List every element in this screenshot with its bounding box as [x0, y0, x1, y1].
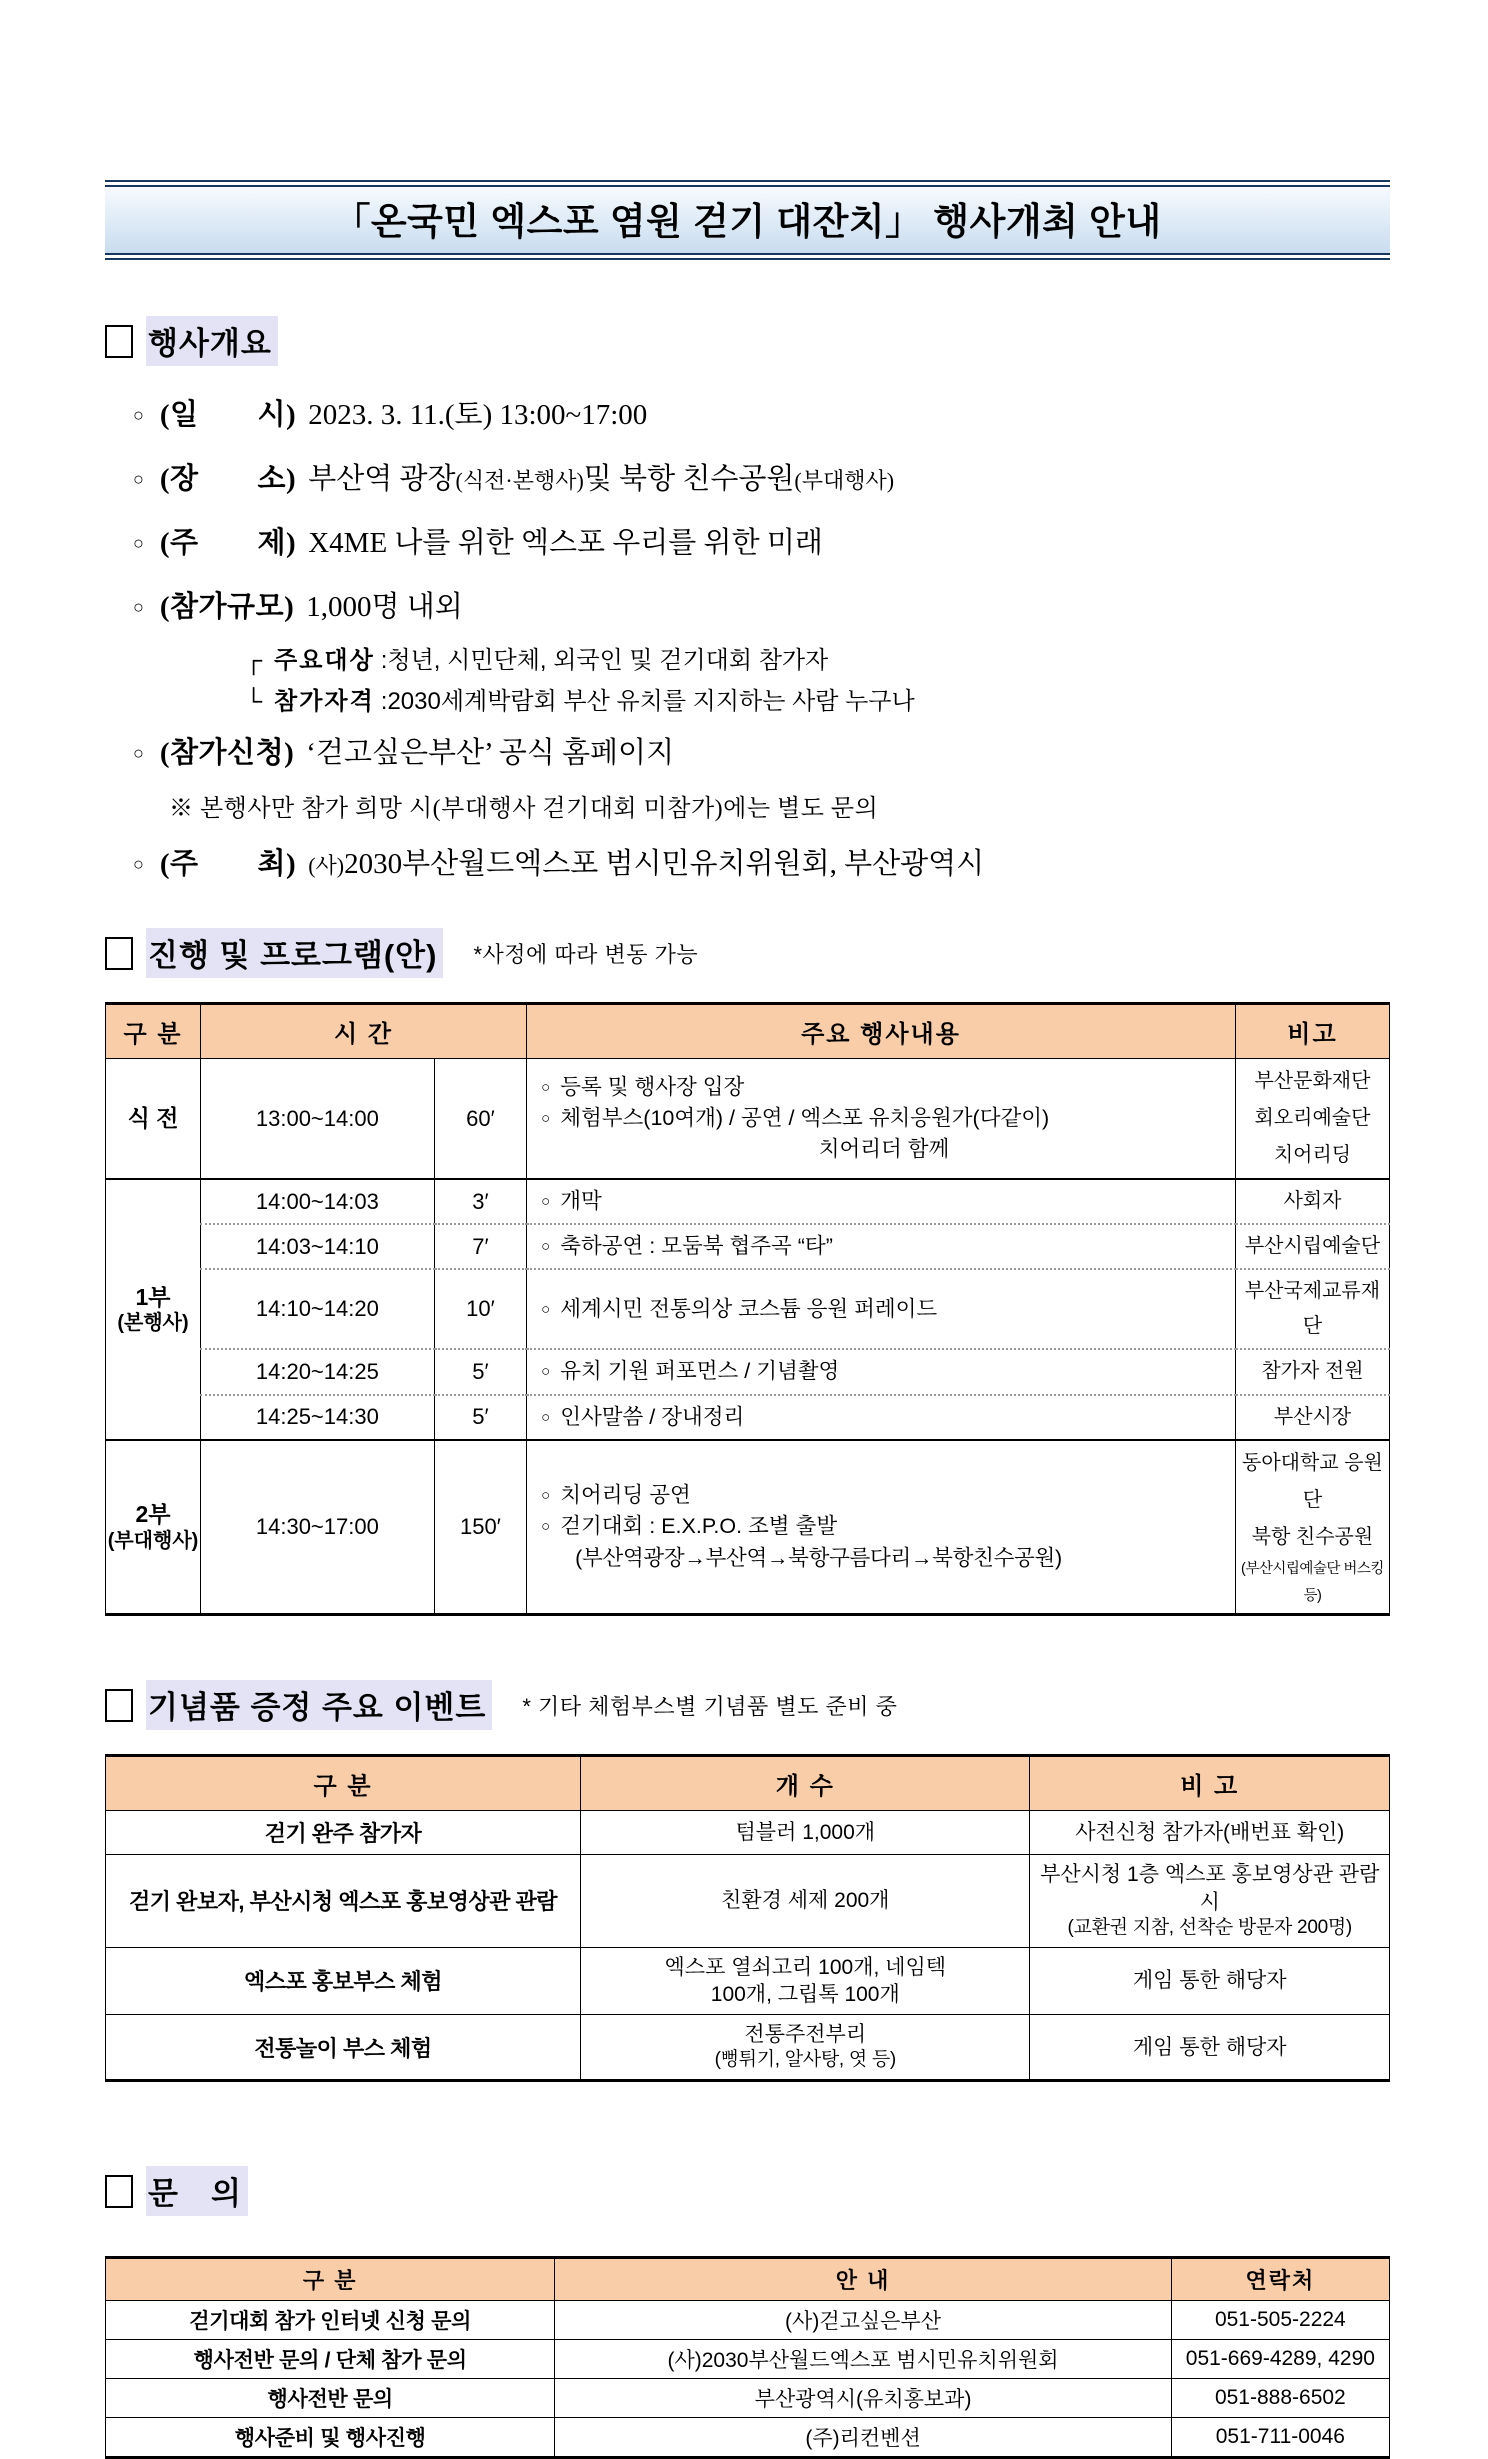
gifts-count-cell [581, 1947, 1030, 2015]
overview-list [105, 392, 1390, 882]
program-content-text: 체험부스(10여개) / 공연 / 엑스포 유치응원가(다같이) [560, 1105, 1050, 1130]
circle-bullet-icon: ○ [133, 469, 144, 489]
program-content-cell [527, 1440, 1236, 1615]
program-note-line: 동아대학교 응원단 [1242, 1451, 1383, 1511]
program-duration-cell: 5′ [434, 1395, 526, 1440]
contact-category-cell: 행사준비 및 행사진행 [106, 2418, 555, 2458]
contact-table-row [106, 2301, 1390, 2340]
program-group-subname: (본행사) [117, 1312, 189, 1335]
program-note-cell [1235, 1349, 1389, 1394]
contact-tel-cell: 051-711-0046 [1171, 2418, 1389, 2458]
contact-org-cell: (사)걷고싶은부산 [555, 2301, 1171, 2340]
gifts-note-line: (교환권 지참, 선착순 방문자 200명) [1067, 1916, 1352, 1938]
program-content-cell [527, 1179, 1236, 1224]
program-content-cell [527, 1349, 1236, 1394]
program-header-row [106, 1004, 1390, 1059]
overview-item-label: (주 제) [159, 527, 297, 559]
program-note-line: 치어리딩 [1273, 1144, 1352, 1166]
overview-item-label: (주 최) [159, 848, 297, 880]
overview-item-value: (식전·본행사) [455, 468, 584, 493]
program-heading-note: *사정에 따라 변동 가능 [473, 941, 699, 967]
program-note-line: (부산시립예술단 버스킹 등) [1240, 1560, 1384, 1604]
contact-org-cell: (사)2030부산월드엑스포 범시민유치위원회 [555, 2340, 1171, 2379]
program-note-cell [1235, 1224, 1389, 1269]
gifts-heading-note: * 기타 체험부스별 기념품 별도 준비 중 [522, 1693, 898, 1719]
overview-subitem [245, 681, 1390, 716]
program-content-line [541, 1072, 1227, 1103]
program-table-row [106, 1395, 1390, 1440]
program-content-text: 유치 기원 퍼포먼스 / 기념촬영 [560, 1359, 840, 1384]
program-table [105, 1002, 1390, 1616]
overview-item-value: 1,000명 내외 [306, 591, 463, 623]
gifts-count-cell [581, 1811, 1030, 1855]
program-table-row [106, 1440, 1390, 1615]
contact-category-cell: 걷기대회 참가 인터넷 신청 문의 [106, 2301, 555, 2340]
program-content-text: 개막 [560, 1189, 602, 1213]
gifts-note-cell [1030, 1855, 1390, 1947]
overview-item-value: 부산역 광장 [308, 463, 456, 495]
gifts-category-cell: 걷기 완주 참가자 [106, 1811, 581, 1855]
overview-subitem-label: 주요대상 [274, 647, 375, 674]
overview-subitem-label: 참가자격 [274, 688, 375, 715]
overview-item [133, 730, 1390, 771]
program-content-line [541, 1511, 1227, 1542]
program-content-text: 치어리더 함께 [818, 1137, 950, 1162]
section-program [105, 928, 1390, 1616]
circle-bullet-icon: ○ [133, 405, 144, 425]
overview-item [133, 392, 1390, 433]
contact-category-cell: 행사전반 문의 / 단체 참가 문의 [106, 2340, 555, 2379]
overview-item [133, 520, 1390, 561]
contact-table [105, 2256, 1390, 2459]
contact-tel-cell: 051-669-4289, 4290 [1171, 2340, 1389, 2379]
gifts-count-line: 엑스포 열쇠고리 100개, 네임텍 [664, 1955, 947, 1979]
circle-bullet-icon: ○ [133, 597, 144, 617]
program-content-cell [527, 1224, 1236, 1269]
gifts-heading-row [105, 1680, 1390, 1730]
program-content-line [541, 1186, 1227, 1217]
gifts-table-body [106, 1811, 1390, 2081]
overview-item [133, 841, 1390, 882]
program-content-text: 축하공연 : 모둠북 협주곡 “타” [560, 1234, 833, 1259]
gifts-category-cell: 전통놀이 부스 체험 [106, 2015, 581, 2081]
contact-table-row [106, 2379, 1390, 2418]
gifts-table-row [106, 1947, 1390, 2015]
contact-heading-row [105, 2166, 1390, 2216]
program-table-row [106, 1179, 1390, 1224]
section-gifts [105, 1680, 1390, 2082]
overview-subitem-value: 청년, 시민단체, 외국인 및 걷기대회 참가자 [387, 647, 829, 674]
program-duration-cell: 7′ [434, 1224, 526, 1269]
circle-bullet-icon: ○ [541, 1408, 551, 1426]
program-note-line: 부산국제교류재단 [1244, 1280, 1381, 1338]
program-content-line [541, 1294, 1227, 1325]
program-table-row [106, 1349, 1390, 1394]
program-content-line [541, 1402, 1227, 1433]
overview-subitem-colon: : [380, 688, 388, 715]
gifts-header-row [106, 1756, 1390, 1811]
program-content-line [541, 1134, 1227, 1165]
gifts-note-cell [1030, 2015, 1390, 2081]
overview-item-label: (일 시) [159, 399, 297, 431]
contact-tel-cell: 051-888-6502 [1171, 2379, 1389, 2418]
program-note-line: 부산문화재단 [1254, 1070, 1371, 1092]
document-title-bar [105, 180, 1390, 260]
program-time-cell: 14:30~17:00 [201, 1440, 435, 1615]
gifts-table [105, 1754, 1390, 2082]
program-group-name: 1부 [135, 1283, 171, 1310]
contact-table-row [106, 2418, 1390, 2458]
contact-header-cell: 구 분 [106, 2258, 555, 2301]
circle-bullet-icon: ○ [541, 1487, 551, 1505]
gifts-count-line: 100개, 그립톡 100개 [710, 1982, 900, 2006]
gifts-count-line: 전통주전부리 [744, 2023, 867, 2047]
gifts-note-cell [1030, 1811, 1390, 1855]
program-time-cell: 14:25~14:30 [201, 1395, 435, 1440]
program-note-line: 사회자 [1283, 1190, 1342, 1213]
contact-org-cell: 부산광역시(유치홍보과) [555, 2379, 1171, 2418]
circle-bullet-icon: ○ [541, 1193, 551, 1210]
program-content-line [541, 1231, 1227, 1262]
overview-item-label: (참가신청) [159, 737, 295, 769]
program-note-line: 북항 친수공원 [1251, 1525, 1374, 1548]
program-content-line [541, 1543, 1227, 1574]
program-time-cell: 13:00~14:00 [201, 1059, 435, 1180]
overview-item-label: (참가규모) [159, 591, 295, 623]
gifts-note-line: 게임 통한 해당자 [1132, 1969, 1287, 1993]
gifts-table-row [106, 1855, 1390, 1947]
bracket-corner-icon: └ [245, 688, 263, 715]
program-duration-cell: 3′ [434, 1179, 526, 1224]
contact-header-row [106, 2258, 1390, 2301]
program-content-text: 인사말씀 / 장내정리 [560, 1404, 745, 1429]
program-table-row [106, 1059, 1390, 1180]
gifts-count-line: 친환경 세제 200개 [721, 1889, 890, 1913]
program-heading-row [105, 928, 1390, 978]
section-contact [105, 2166, 1390, 2459]
overview-item [133, 584, 1390, 625]
gifts-note-line: 게임 통한 해당자 [1132, 2035, 1287, 2059]
page-title: 「온국민 엑스포 염원 걷기 대잔치」 행사개최 안내 [333, 201, 1162, 242]
overview-item-value: (부대행사) [794, 468, 895, 493]
gifts-category-cell: 엑스포 홍보부스 체험 [106, 1947, 581, 2015]
program-header-cell: 시 간 [201, 1004, 527, 1059]
overview-item-value: 2023. 3. 11.(토) 13:00~17:00 [308, 399, 648, 431]
program-table-row [106, 1269, 1390, 1349]
contact-table-row [106, 2340, 1390, 2379]
program-group-name: 식 전 [127, 1104, 179, 1131]
gifts-header-cell: 비 고 [1030, 1756, 1390, 1811]
program-table-header [106, 1004, 1390, 1059]
section-overview [105, 316, 1390, 882]
overview-item-value: (사) [308, 853, 345, 878]
gifts-count-line: 텀블러 1,000개 [735, 1821, 876, 1845]
overview-item-label: (장 소) [159, 463, 297, 495]
gifts-note-line: 사전신청 참가자(배번표 확인) [1075, 1821, 1345, 1845]
program-time-cell: 14:03~14:10 [201, 1224, 435, 1269]
program-group-cell [106, 1440, 201, 1615]
program-group-name: 2부 [135, 1501, 171, 1528]
circle-bullet-icon: ○ [133, 854, 144, 874]
contact-table-body [106, 2301, 1390, 2458]
program-content-text: 걷기대회 : E.X.P.O. 조별 출발 [560, 1514, 838, 1539]
gifts-count-line: (뻥튀기, 알사탕, 엿 등) [714, 2049, 896, 2071]
program-duration-cell: 150′ [434, 1440, 526, 1615]
contact-header-cell: 안 내 [555, 2258, 1171, 2301]
program-content-text: 등록 및 행사장 입장 [560, 1074, 745, 1099]
gifts-table-row [106, 2015, 1390, 2081]
program-table-row [106, 1224, 1390, 1269]
section-marker-square-icon [105, 325, 133, 358]
program-duration-cell: 10′ [434, 1269, 526, 1349]
overview-item-value: 및 북항 친수공원 [583, 463, 795, 495]
program-heading: 진행 및 프로그램(안) [146, 928, 443, 978]
contact-tel-cell: 051-505-2224 [1171, 2301, 1389, 2340]
program-content-line [541, 1480, 1227, 1511]
section-marker-square-icon [105, 2175, 133, 2208]
gifts-count-cell [581, 1855, 1030, 1947]
program-note-cell [1235, 1179, 1389, 1224]
program-content-text: 치어리딩 공연 [560, 1483, 691, 1508]
gifts-category-cell: 걷기 완보자, 부산시청 엑스포 홍보영상관 관람 [106, 1855, 581, 1947]
program-note-cell [1235, 1440, 1389, 1615]
circle-bullet-icon: ○ [133, 743, 144, 763]
gifts-heading: 기념품 증정 주요 이벤트 [146, 1680, 492, 1730]
program-note-line: 회오리예술단 [1254, 1107, 1371, 1129]
overview-item [133, 456, 1390, 497]
gifts-header-cell: 개 수 [581, 1756, 1030, 1811]
section-marker-square-icon [105, 1689, 133, 1722]
contact-category-cell: 행사전반 문의 [106, 2379, 555, 2418]
contact-header-cell: 연락처 [1171, 2258, 1389, 2301]
program-table-body [106, 1059, 1390, 1615]
gifts-table-row [106, 1811, 1390, 1855]
circle-bullet-icon: ○ [541, 1518, 551, 1536]
program-time-cell: 14:00~14:03 [201, 1179, 435, 1224]
circle-bullet-icon: ○ [541, 1109, 551, 1127]
program-time-cell: 14:10~14:20 [201, 1269, 435, 1349]
program-header-cell: 비고 [1235, 1004, 1389, 1059]
overview-footnote: ※ 본행사만 참가 희망 시(부대행사 걷기대회 미참가)에는 별도 문의 [169, 796, 879, 822]
contact-heading: 문 의 [146, 2166, 248, 2216]
bracket-corner-icon: ┌ [245, 647, 263, 674]
circle-bullet-icon: ○ [541, 1078, 551, 1096]
document-title-inner [105, 185, 1390, 255]
program-note-line: 부산시립예술단 [1244, 1235, 1381, 1258]
overview-subitem-colon: : [380, 647, 388, 674]
program-group-subname: (부대행사) [107, 1529, 199, 1552]
overview-subitem [245, 640, 1390, 675]
program-duration-cell: 5′ [434, 1349, 526, 1394]
program-group-cell [106, 1179, 201, 1440]
contact-org-cell: (주)리컨벤션 [555, 2418, 1171, 2458]
program-note-cell [1235, 1395, 1389, 1440]
overview-item-value: 2030부산월드엑스포 범시민유치위원회, 부산광역시 [344, 848, 985, 880]
gifts-count-cell [581, 2015, 1030, 2081]
program-time-cell: 14:20~14:25 [201, 1349, 435, 1394]
gifts-note-cell [1030, 1947, 1390, 2015]
contact-table-header [106, 2258, 1390, 2301]
circle-bullet-icon: ○ [541, 1363, 551, 1381]
program-content-cell [527, 1395, 1236, 1440]
overview-subitem-value: 2030세계박람회 부산 유치를 지지하는 사람 누구나 [387, 688, 915, 715]
program-note-cell [1235, 1269, 1389, 1349]
overview-heading-row [105, 316, 1390, 366]
program-header-cell: 주요 행사내용 [527, 1004, 1236, 1059]
program-header-cell: 구 분 [106, 1004, 201, 1059]
program-content-text: 세계시민 전통의상 코스튬 응원 퍼레이드 [560, 1296, 938, 1321]
circle-bullet-icon: ○ [541, 1238, 551, 1256]
program-note-line: 부산시장 [1273, 1405, 1352, 1428]
section-marker-square-icon [105, 937, 133, 970]
program-content-line [541, 1103, 1227, 1134]
program-group-cell [106, 1059, 201, 1180]
circle-bullet-icon: ○ [541, 1300, 551, 1318]
gifts-table-header [106, 1756, 1390, 1811]
program-content-line [541, 1356, 1227, 1387]
program-content-cell [527, 1269, 1236, 1349]
overview-item-value: X4ME 나를 위한 엑스포 우리를 위한 미래 [308, 527, 823, 559]
gifts-header-cell: 구 분 [106, 1756, 581, 1811]
program-content-cell [527, 1059, 1236, 1180]
overview-heading: 행사개요 [146, 316, 278, 366]
gifts-note-line: 부산시청 1층 엑스포 홍보영상관 관람 시 [1040, 1863, 1380, 1914]
overview-item-value: ‘걷고싶은부산’ 공식 홈페이지 [306, 737, 675, 769]
circle-bullet-icon: ○ [133, 533, 144, 553]
program-note-line: 참가자 전원 [1261, 1360, 1364, 1383]
program-duration-cell: 60′ [434, 1059, 526, 1180]
program-content-text: (부산역광장→부산역→북항구름다리→북항친수공원) [575, 1545, 1062, 1570]
program-note-cell [1235, 1059, 1389, 1180]
